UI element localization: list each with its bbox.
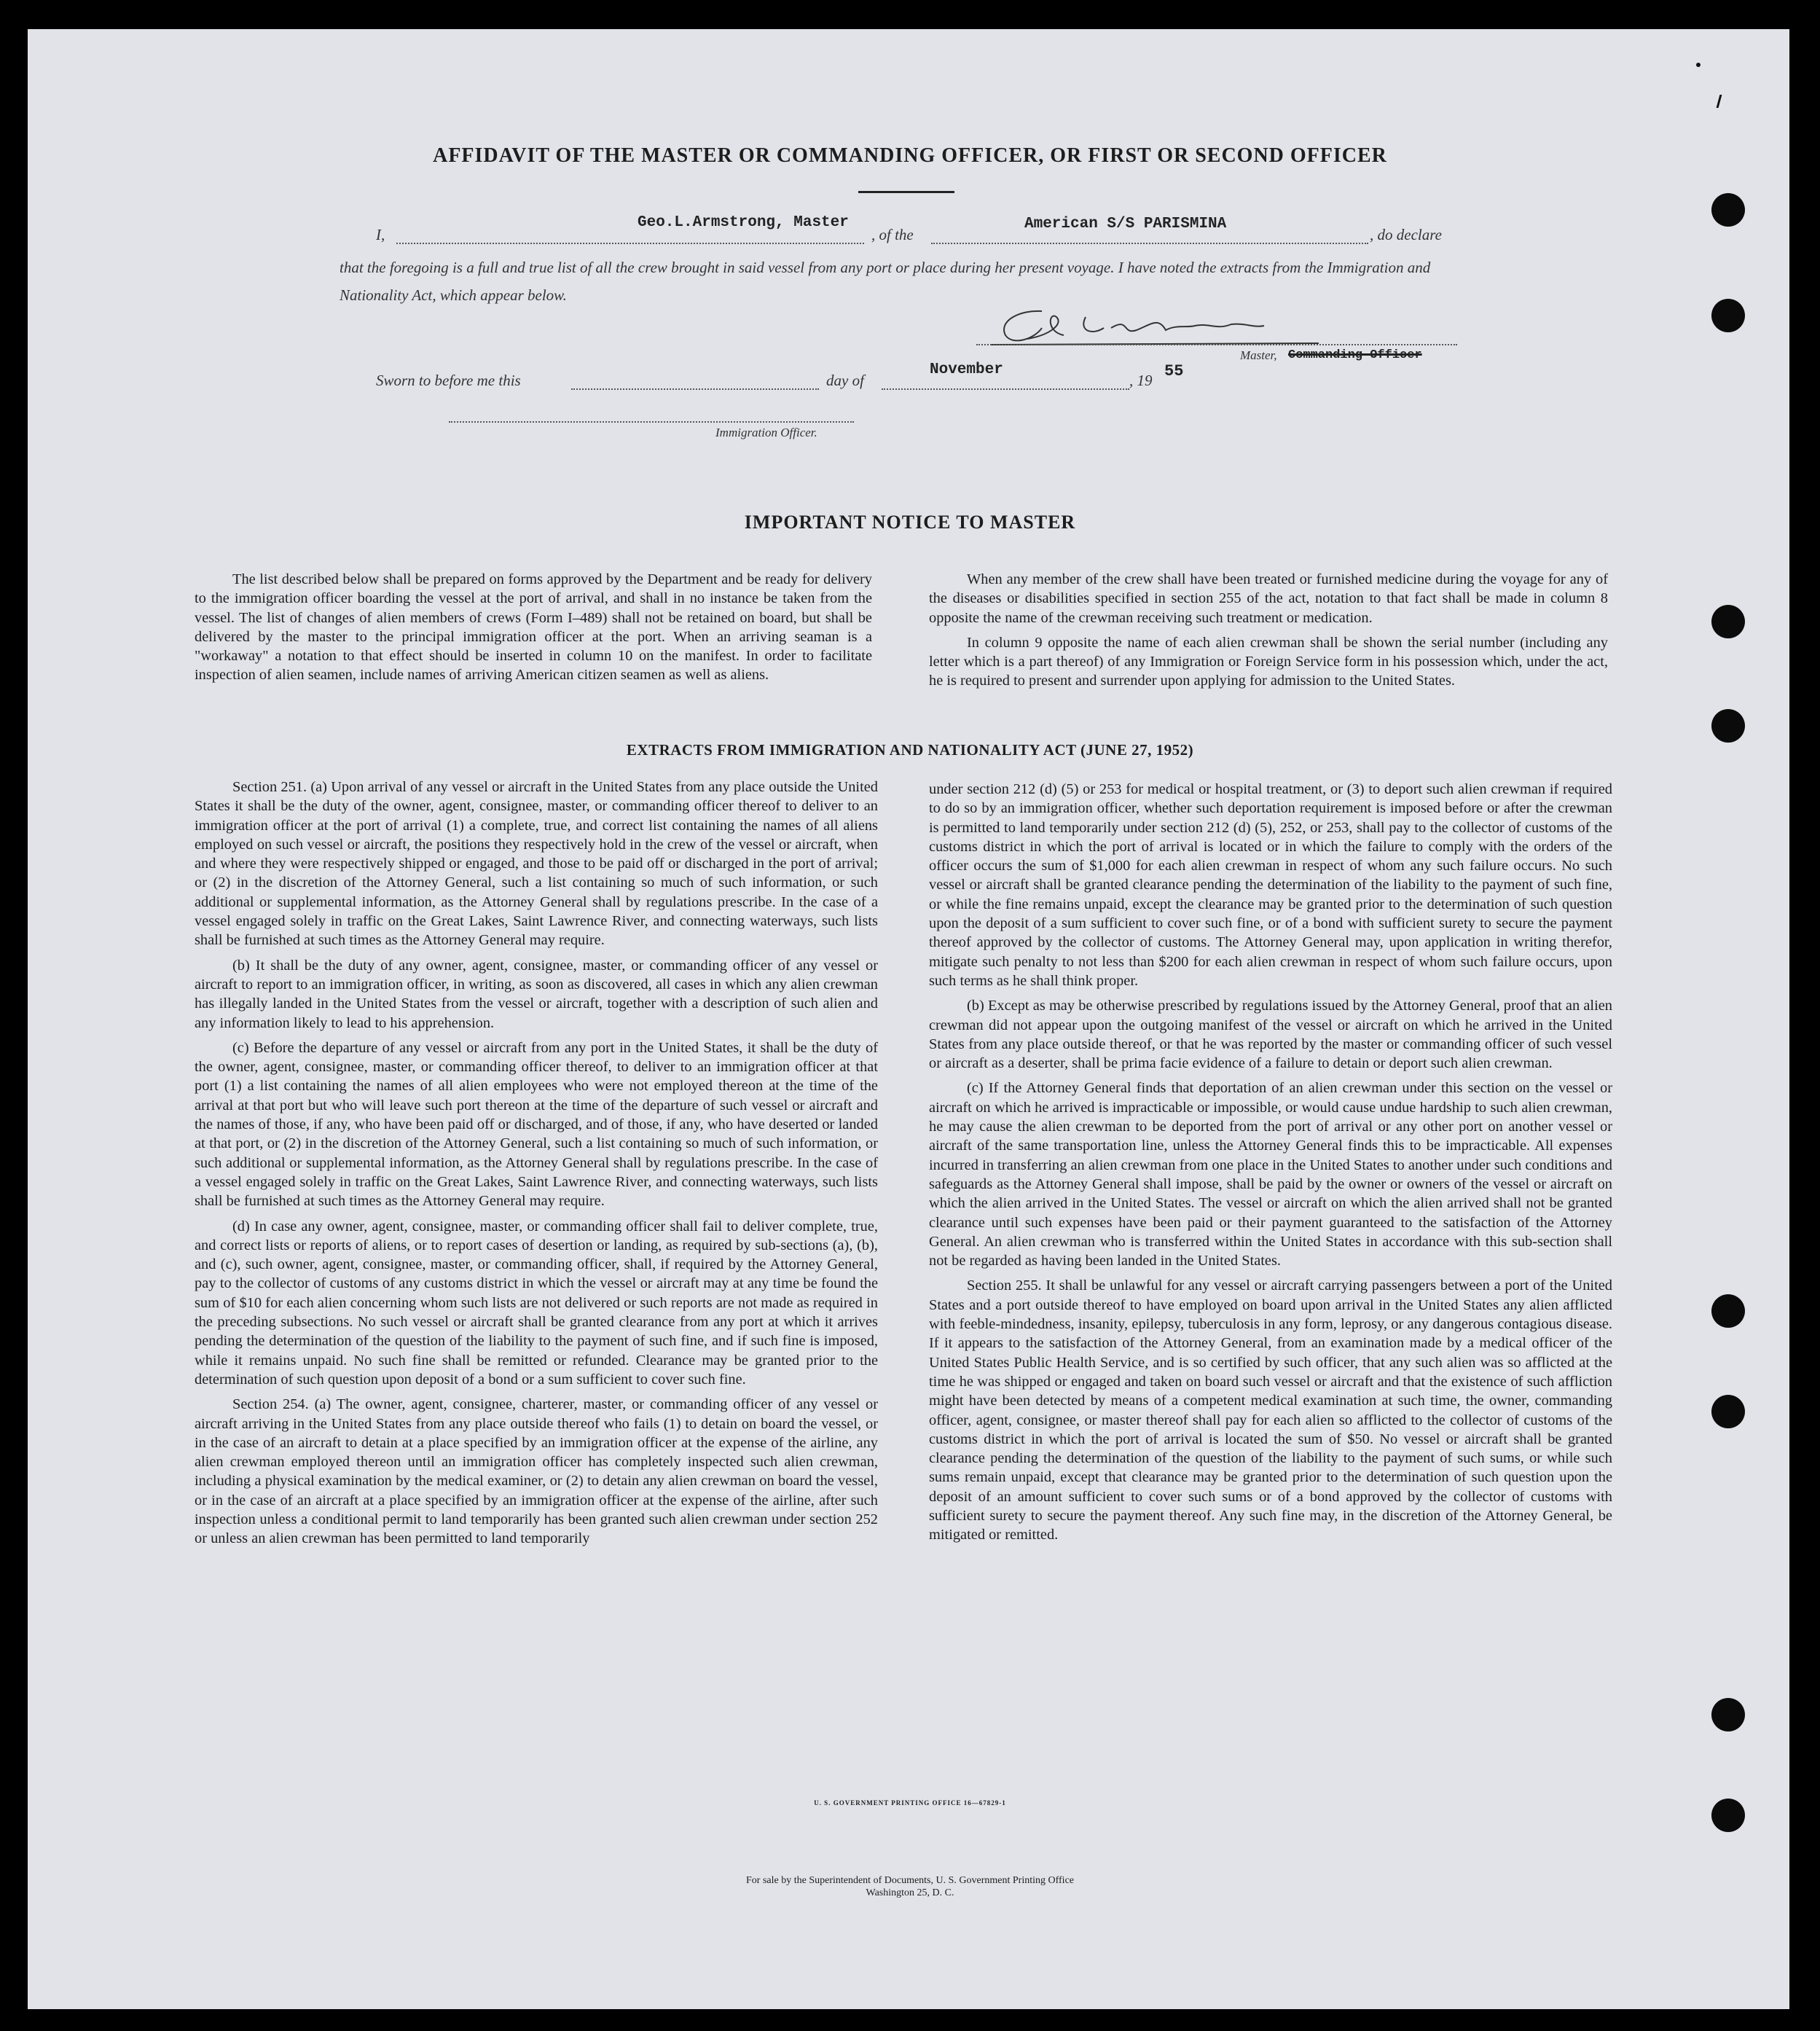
year-value: 55 [1164, 362, 1184, 380]
section-paragraph: Section 251. (a) Upon arrival of any vessel or aircraft in the United States from any place outside the United States it shall be the duty of the owner, agent, consignee, master, or commanding officer thereof to deliver to an immigration officer at the port of arrival (1) a complete, true, and correct list containing the names of all aliens employed on such vessel or aircraft, the positions they respectively hold in the crew of the vessel or aircraft, when and where they were respectively shipped or engaged, and those to be paid off or discharged in the port of arrival; or (2) in the discretion of the Attorney General, such a list containing so much of such information, or such additional or supplemental information, as the Attorney General shall by regulations prescribe. In the case of a vessel engaged solely in traffic on the Great Lakes, Saint Lawrence River, and connecting waterways, such lists shall be furnished at such times as the Attorney General may require. [195, 779, 878, 949]
signature-line [976, 344, 1457, 345]
day-line [571, 388, 819, 390]
punch-hole [1711, 1294, 1745, 1328]
notice-heading: IMPORTANT NOTICE TO MASTER [744, 512, 1076, 533]
notice-left-column [195, 570, 872, 691]
affidavit-statement: that the foregoing is a full and true list of all the crew brought in said vessel from any port or place during her present voyage. I have noted the extracts from the Immigration and Nationality Act, which appear below. [340, 259, 1431, 304]
i-label: I, [376, 226, 385, 243]
sworn-label: Sworn to before me this [376, 372, 521, 389]
punch-hole [1711, 193, 1745, 227]
notice-paragraph: The list described below shall be prepared on forms approved by the Department and be ready for delivery to the immigration officer boarding the vessel at the port of arrival, and shall in no instance be taken from the vessel. The list of changes of alien members of crews (Form I–489) shall not be retained on board, but shall be delivered by the master to the principal immigration officer at the port. When an arriving seaman is a "workaway" a notation to that effect should be inserted in column 10 on the manifest. In order to facilitate inspection of alien seamen, include names of arriving American citizen seamen as well as aliens. [195, 571, 872, 684]
of-the-label: , of the [871, 226, 914, 243]
section-paragraph: (d) In case any owner, agent, consignee, master, or commanding officer shall fail to deliver complete, true, and correct lists or reports of aliens, or to report cases of desertion or landing, as required by sub-sections (a), (b), and (c), such owner, agent, consignee, master, or commanding officer, shall, if required by the Attorney General, pay to the collector of customs of any customs district in which the vessel or aircraft may at any time be found the sum of $10 for each alien concerning whom such lists are not delivered or such reports are not made as required in the preceding subsections. No such vessel or aircraft shall be granted clearance from any port at which it arrives pending the determination of the question of the liability to the payment of such fine, and if such fine is imposed, while it remains unpaid. No such fine shall be remitted or refunded. Clearance may be granted prior to the determination of such question upon deposit of a bond or a sum sufficient to cover such fine. [195, 1218, 878, 1388]
page-title: AFFIDAVIT OF THE MASTER OR COMMANDING OFFICER, OR FIRST OR SECOND OFFICER [433, 144, 1387, 167]
section-paragraph: Section 254. (a) The owner, agent, consignee, charterer, master, or commanding officer of any vessel or aircraft arriving in the United States from any place outside thereof who fails (1) to detain on board the vessel, or in the case of an aircraft to detain at a place specified by an immigration officer at the expense of the airline, any alien crewman employed thereon until an immigration officer has completely inspected such alien crewman, including a physical examination by the medical examiner, or (2) to detain any alien crewman on board the vessel, or in the case of an aircraft at a place specified by an immigration officer at the expense of the airline, after such inspection unless a conditional permit to land temporarily has been granted such alien crewman under section 252 or unless an alien crewman has been permitted to land temporarily [195, 1396, 878, 1547]
sale-line-1: For sale by the Superintendent of Documents, U. S. Government Printing Office [746, 1875, 1074, 1886]
notice-paragraph: When any member of the crew shall have been treated or furnished medicine during the voyage for any of the diseases or disabilities specified in section 255 of the act, notation to that fact shall be made in column 8 opposite the name of the crewman receiving such treatment or medication. [929, 571, 1608, 626]
punch-hole [1711, 709, 1745, 743]
corner-mark [1696, 63, 1701, 67]
month-value: November [930, 361, 1003, 378]
extracts-heading: EXTRACTS FROM IMMIGRATION AND NATIONALITY ACT (JUNE 27, 1952) [626, 741, 1194, 759]
master-name-value: Geo.L.Armstrong, Master [638, 214, 849, 231]
year-prefix: , 19 [1129, 372, 1153, 389]
section-paragraph: (b) Except as may be otherwise prescribed by regulations issued by the Attorney General, proof that an alien crewman did not appear upon the outgoing manifest of the vessel or aircraft on which he arrived in the United States from any place outside thereof, or that he was reported by the master or commanding officer of such vessel or aircraft as a deserter, shall be prima facie evidence of a failure to detain or deport such alien crewman. [929, 998, 1612, 1072]
printing-office-imprint: U. S. GOVERNMENT PRINTING OFFICE 16—67829-1 [814, 1799, 1006, 1807]
day-of-label: day of [826, 372, 864, 389]
name-line [396, 243, 864, 244]
title-rule [858, 191, 954, 193]
month-line [882, 388, 1129, 390]
do-declare-label: , do declare [1370, 226, 1442, 243]
immigration-officer-line [449, 421, 854, 423]
commanding-officer-struck: Commanding Officer [1288, 348, 1422, 362]
section-paragraph: (c) Before the departure of any vessel or aircraft from any port in the United States, it shall be the duty of the owner, agent, consignee, master, or commanding officer thereof, to deliver to an immigration officer at that port (1) a list containing the names of all alien employees who were not employed thereon at the time of the arrival at that port but who will leave such port thereon at the time of the departure of such vessel or aircraft and the names of those, if any, who have been paid off or discharged, and of those, if any, who have deserted or landed at that port, or (2) in the discretion of the Attorney General, such a list containing so much of such information, or such additional or supplemental information, as the Attorney General shall by regulations prescribe. In the case of a vessel engaged solely in traffic on the Great Lakes, Saint Lawrence River, and connecting waterways, such lists shall be furnished at such times as the Attorney General may require. [195, 1039, 878, 1210]
sale-line-2: Washington 25, D. C. [866, 1887, 954, 1898]
master-label: Master, [1240, 348, 1277, 362]
section-paragraph: (c) If the Attorney General finds that deportation of an alien crewman under this section on the vessel or aircraft on which he arrived is impracticable or impossible, or would cause undue hardship to such alien crewman, he may cause the alien crewman to be deported from the port of arrival or any other port on another vessel or aircraft of the same transportation line, unless the Attorney General finds this to be impracticable. All expenses incurred in transferring an alien crewman from one place in the United States to another under such conditions and safeguards as the Attorney General shall impose, shall be paid by the owner or owners of the vessel or aircraft on which the alien arrived in the United States. The vessel or aircraft on which the alien arrived shall not be granted clearance until such expenses have been paid or their payment guaranteed to the satisfaction of the Attorney General. An alien crewman who is transferred within the United States in accordance with this sub-section shall not be regarded as having been landed in the United States. [929, 1080, 1612, 1269]
extracts-left-column [195, 778, 878, 1554]
section-paragraph: Section 255. It shall be unlawful for any vessel or aircraft carrying passengers between a port of the United States and a port outside thereof to have employed on board upon arrival in the United States any alien afflicted with feeble-mindedness, insanity, epilepsy, tuberculosis in any form, leprosy, or any dangerous contagious disease. If it appears to the satisfaction of the Attorney General, from an examination made by a medical officer of the United States Public Health Service, and is so certified by such officer, that any such alien was so afflicted at the time he was shipped or engaged and taken on board such vessel or aircraft and that the existence of such affliction might have been detected by means of a competent medical examination at such time, the owner, commanding officer, agent, consignee, or master thereof shall pay for each alien so afflicted to the collector of customs of the customs district in which the port of arrival is located the sum of $50. No vessel or aircraft shall be granted clearance pending the determination of the question of the liability to the payment of such sums, or while such sums remain unpaid, except that clearance may be granted prior to the determination of such question upon the deposit of an amount sufficient to cover such sums or of a bond approved by the collector of customs with sufficient surety to secure the payment thereof. Any such fine may, in the discretion of the Attorney General, be mitigated or remitted. [929, 1277, 1612, 1543]
vessel-line [931, 243, 1368, 244]
vessel-value: American S/S PARISMINA [1024, 216, 1227, 232]
punch-hole [1711, 1698, 1745, 1731]
notice-right-column [929, 570, 1608, 697]
extracts-right-column [929, 780, 1612, 1551]
section-paragraph: (b) It shall be the duty of any owner, agent, consignee, master, or commanding officer of any vessel or aircraft to report to an immigration officer, in writing, as soon as discovered, all cases in which any alien crewman has illegally landed in the United States from the vessel or aircraft, together with a description of such alien and any information likely to lead to his apprehension. [195, 957, 878, 1031]
sale-notice [0, 1874, 1820, 1899]
punch-hole [1711, 299, 1745, 332]
punch-hole [1711, 605, 1745, 638]
immigration-officer-label: Immigration Officer. [715, 426, 817, 439]
notice-paragraph: In column 9 opposite the name of each alien crewman shall be shown the serial number (including any letter which is a part thereof) of any Immigration or Foreign Service form in his possession which, under the act, he is required to present and surrender upon applying for admission to the United States. [929, 634, 1608, 689]
section-paragraph: under section 212 (d) (5) or 253 for medical or hospital treatment, or (3) to deport such alien crewman if required to do so by an immigration officer, whether such deportation requirement is imposed before or after the crewman is permitted to land temporarily under section 212 (d) (5), 252, or 253, shall pay to the collector of customs of the customs district in which the port of arrival is located or in which the failure to comply with the orders of the officer occurs the sum of $1,000 for each alien crewman in respect of whom any such failure occurs. No such vessel or aircraft shall be granted clearance pending the determination of the liability to the payment of such fine, or while the fine remains unpaid, except the clearance may be granted prior to the determination of such question upon the deposit of a sum sufficient to cover such fine, or of a bond with sufficient surety to secure the payment thereof approved by the collector of customs. The Attorney General may, upon application in writing therefor, mitigate such penalty to not less than $200 for each alien crewman in respect of whom such failure occurs, upon such terms as he shall think proper. [929, 781, 1612, 989]
punch-hole [1711, 1395, 1745, 1428]
